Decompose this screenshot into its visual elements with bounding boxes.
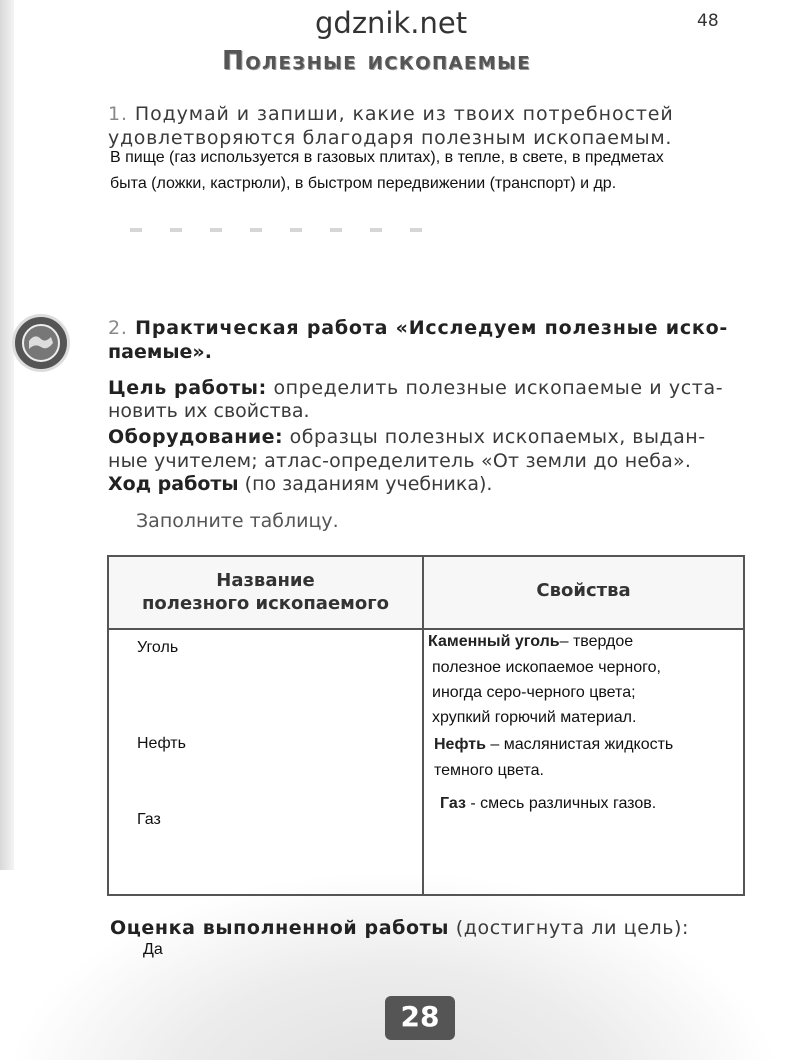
row-props-coal-line2: полезное ископаемое черного,	[432, 659, 661, 676]
row-name-oil: Нефть	[137, 735, 186, 752]
page-number-badge	[385, 996, 455, 1040]
fill-table-instruction: Заполните таблицу.	[136, 510, 339, 532]
table-column-divider	[422, 557, 424, 894]
goal-label: Цель работы:	[108, 377, 267, 399]
page-number-top: 48	[697, 11, 719, 31]
header-name: Название полезного ископаемого	[142, 570, 389, 614]
evaluation-line: Оценка выполненной работы (достигнута ли цель):	[110, 917, 690, 939]
goal-line2: новить их свойства.	[108, 400, 310, 422]
goal-line1: Цель работы: определить полезные ископаемые и уста-	[108, 377, 724, 399]
row-props-coal: Каменный уголь– твердое	[428, 633, 634, 650]
row-props-gas: Газ - смесь различных газов.	[440, 795, 657, 812]
task1-number: 1.	[108, 103, 128, 125]
task1-line1: 1. Подумай и запиши, какие из твоих потребностей	[108, 103, 674, 125]
faint-answer-line	[130, 228, 440, 232]
evaluation-label: Оценка выполненной работы	[110, 917, 450, 939]
row-name-gas: Газ	[137, 811, 161, 828]
page-title: Полезные ископаемые	[222, 46, 532, 76]
row-props-coal-line3: иногда серо-черного цвета;	[432, 684, 636, 701]
task1-answer-line2: быта (ложки, кастрюли), в быстром передвижении (транспорт) и др.	[110, 175, 617, 192]
globe-icon	[12, 314, 70, 372]
row-name-coal: Уголь	[137, 639, 179, 656]
process-label: Ход работы	[108, 473, 239, 495]
row-props-oil-line2: темного цвета.	[434, 762, 544, 779]
equipment-label: Оборудование:	[108, 426, 284, 448]
evaluation-answer: Да	[143, 941, 163, 958]
task1-line2: удовлетворяются благодаря полезным ископаемым.	[108, 127, 673, 149]
site-watermark: gdznik.net	[315, 6, 468, 40]
equipment-line2: ные учителем; атлас-определитель «От земли до неба».	[108, 450, 692, 472]
task2-title-line1: 2. Практическая работа «Исследуем полезные иско-	[108, 317, 729, 339]
row-props-coal-line4: хрупкий горючий материал.	[432, 709, 637, 726]
equipment-line1: Оборудование: образцы полезных ископаемых, выдан-	[108, 426, 706, 448]
page-number-bottom: 28	[400, 1000, 440, 1033]
task2-title-line2: паемые».	[108, 341, 212, 363]
row-props-oil: Нефть – маслянистая жидкость	[434, 736, 674, 753]
task1-answer-line1: В пище (газ используется в газовых плитах), в тепле, в свете, в предметах	[110, 149, 664, 166]
header-properties: Свойства	[536, 580, 631, 601]
minerals-table	[107, 555, 745, 896]
task2-number: 2.	[108, 317, 128, 339]
process-line: Ход работы (по заданиям учебника).	[108, 473, 493, 495]
